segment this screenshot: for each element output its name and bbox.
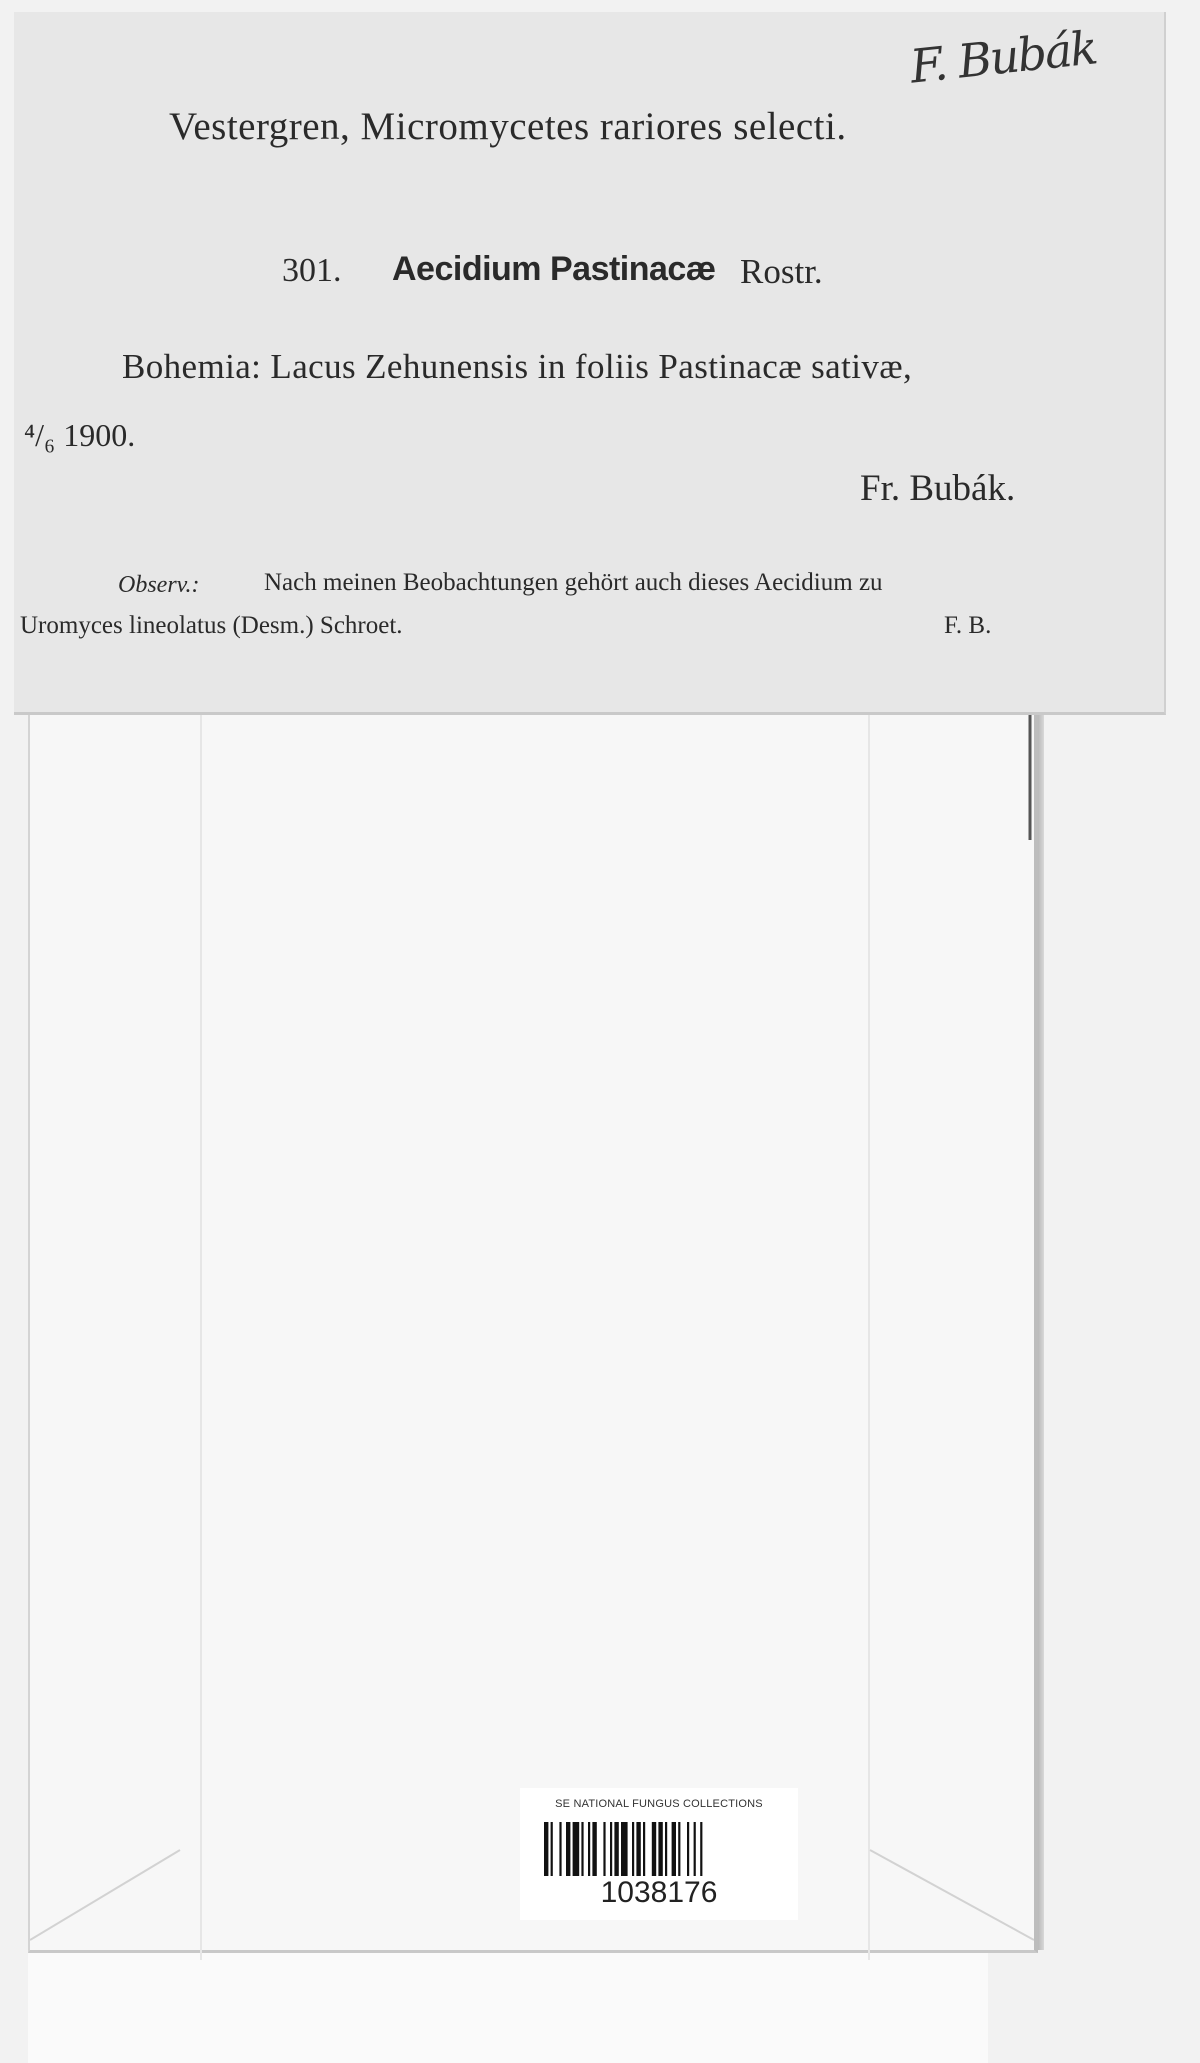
barcode-bar: [559, 1822, 561, 1876]
collector-name: Fr. Bubák.: [860, 468, 1016, 509]
collection-date: ⁴/₆ 1900.: [24, 417, 136, 453]
barcode-bar: [678, 1822, 680, 1876]
barcode-bar: [581, 1822, 583, 1876]
barcode-bar: [694, 1822, 696, 1876]
envelope-flap-lines: [30, 700, 1034, 1950]
observation-initials: F. B.: [944, 612, 992, 639]
barcode-bar: [687, 1822, 689, 1876]
species-name: Aecidium Pastinacæ: [392, 250, 716, 288]
handwritten-signature: F. Bubák: [907, 20, 1099, 94]
barcode-bar: [566, 1822, 570, 1876]
barcode-bar: [636, 1822, 640, 1876]
barcode-bar: [551, 1822, 553, 1876]
barcode-bar: [672, 1822, 676, 1876]
locality-text: Bohemia: Lacus Zehunensis in foliis Pastinacæ sativæ,: [122, 347, 913, 386]
barcode-bar: [643, 1822, 645, 1876]
barcode-bar: [610, 1822, 612, 1876]
barcode-bar: [544, 1822, 548, 1876]
barcode-bar: [621, 1822, 628, 1876]
barcode-sticker: [520, 1788, 798, 1920]
series-title: Vestergren, Micromycetes rariores selecti.: [169, 105, 847, 148]
barcode-bar: [652, 1822, 656, 1876]
barcode-bar: [665, 1822, 667, 1876]
observation-label: Observ.:: [118, 572, 200, 598]
barcode-bar: [592, 1822, 596, 1876]
observation-line-2: Uromyces lineolatus (Desm.) Schroet.: [20, 612, 403, 639]
specimen-label: [14, 12, 1166, 715]
barcode-bar: [573, 1822, 580, 1876]
barcode-bar: [700, 1822, 702, 1876]
barcode-bar: [658, 1822, 662, 1876]
barcode-header: SE NATIONAL FUNGUS COLLECTIONS: [555, 1798, 763, 1810]
barcode-bar: [614, 1822, 618, 1876]
species-author: Rostr.: [740, 252, 823, 291]
barcode-number: 1038176: [600, 1876, 718, 1909]
barcode-bar: [603, 1822, 605, 1876]
barcode-bar: [632, 1822, 634, 1876]
barcode-bars: [544, 1822, 774, 1876]
herbarium-sheet-edge: [28, 1950, 988, 2063]
specimen-number: 301.: [282, 252, 342, 289]
specimen-envelope: [28, 700, 1038, 1953]
observation-text: Nach meinen Beobachtungen gehört auch dieses Aecidium zu: [264, 569, 883, 596]
barcode-bar: [588, 1822, 590, 1876]
